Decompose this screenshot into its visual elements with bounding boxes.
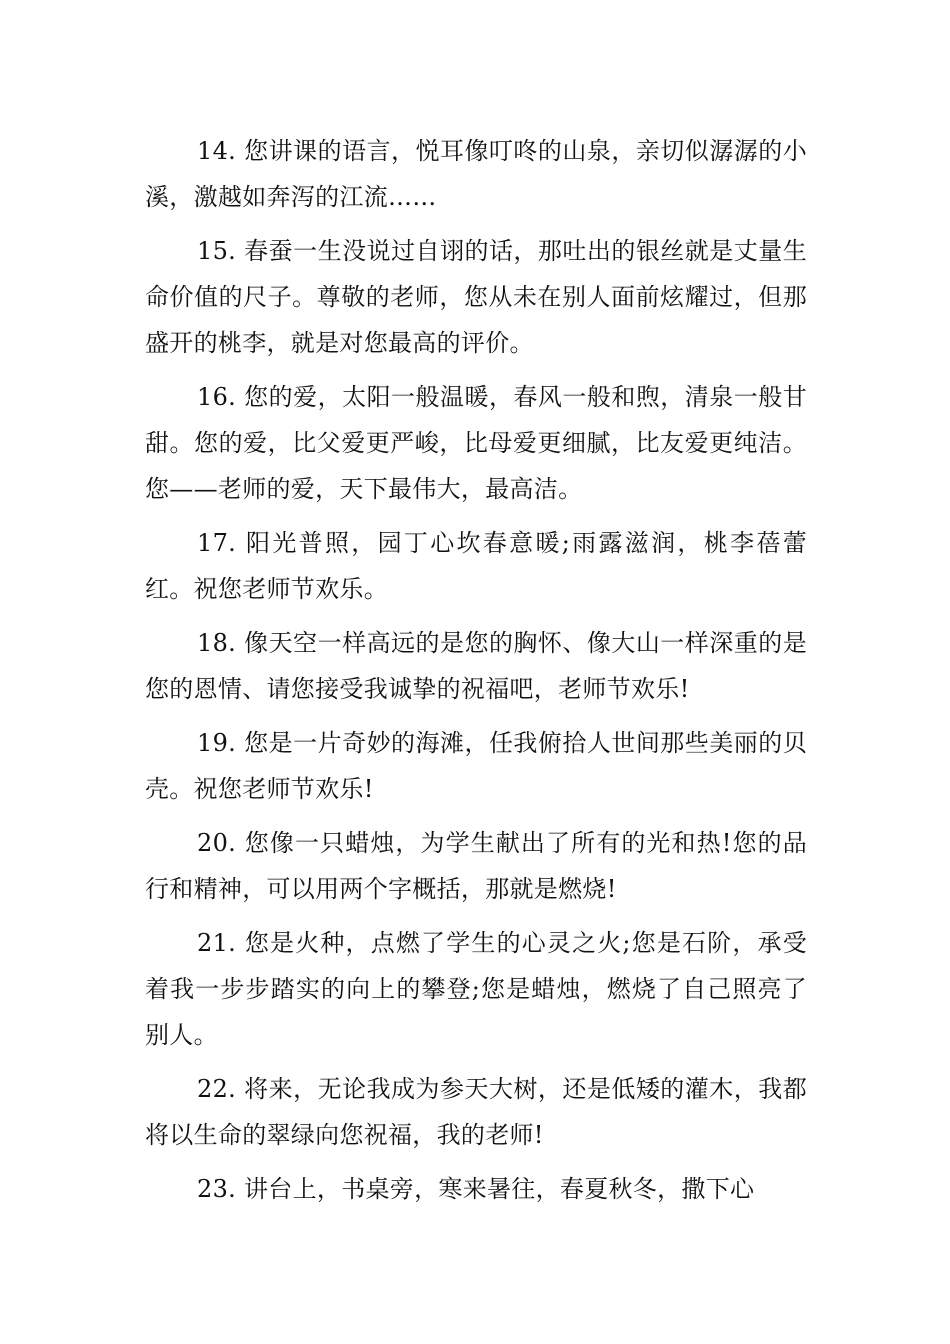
list-item-20: 20. 您像一只蜡烛，为学生献出了所有的光和热!您的品行和精神，可以用两个字概括，那就是燃烧! (145, 829, 807, 903)
list-item-18: 18. 像天空一样高远的是您的胸怀、像大山一样深重的是您的恩情、请您接受我诚挚的祝福吧，老师节欢乐! (145, 629, 807, 703)
list-item-14: 14. 您讲课的语言，悦耳像叮咚的山泉，亲切似潺潺的小溪，激越如奔泻的江流…… (145, 137, 807, 211)
list-item-16: 16. 您的爱，太阳一般温暖，春风一般和煦，清泉一般甘甜。您的爱，比父爱更严峻，比母爱更细腻，比友爱更纯洁。您——老师的爱，天下最伟大，最高洁。 (145, 383, 807, 503)
list-item-23: 23. 讲台上，书桌旁，寒来暑往，春夏秋冬，撒下心 (197, 1175, 755, 1203)
document-body (145, 128, 807, 1220)
list-item-15: 15. 春蚕一生没说过自诩的话，那吐出的银丝就是丈量生命价值的尺子。尊敬的老师，您从未在别人面前炫耀过，但那盛开的桃李，就是对您最高的评价。 (145, 237, 807, 357)
list-item-22: 22. 将来，无论我成为参天大树，还是低矮的灌木，我都将以生命的翠绿向您祝福，我的老师! (145, 1075, 807, 1149)
list-item-19: 19. 您是一片奇妙的海滩，任我俯拾人世间那些美丽的贝壳。祝您老师节欢乐! (145, 729, 807, 803)
list-item-17: 17. 阳光普照，园丁心坎春意暖;雨露滋润，桃李蓓蕾红。祝您老师节欢乐。 (145, 529, 807, 603)
list-item-21: 21. 您是火种，点燃了学生的心灵之火;您是石阶，承受着我一步步踏实的向上的攀登;您是蜡烛，燃烧了自己照亮了别人。 (145, 929, 807, 1049)
